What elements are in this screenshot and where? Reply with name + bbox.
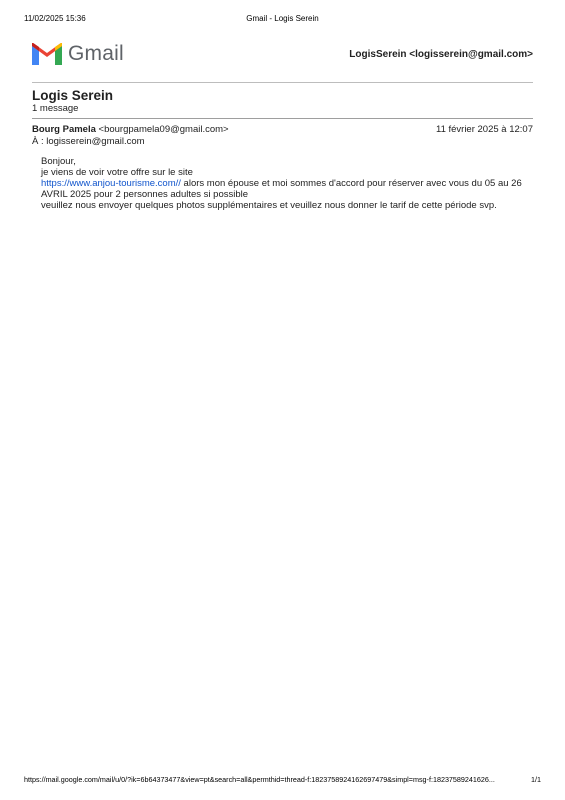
gmail-logo bbox=[32, 42, 124, 66]
body-line: je viens de voir votre offre sur le site bbox=[41, 167, 193, 178]
gmail-header bbox=[32, 42, 533, 68]
body-paragraph bbox=[41, 178, 531, 200]
recipient-line: À : logisserein@gmail.com bbox=[32, 136, 145, 147]
divider bbox=[32, 118, 533, 119]
message-date: 11 février 2025 à 12:07 bbox=[435, 124, 533, 135]
body-greeting: Bonjour, bbox=[41, 156, 76, 167]
thread-subject: Logis Serein bbox=[32, 88, 114, 103]
print-url: https://mail.google.com/mail/u/0/?ik=6b64373477&view=pt&search=all&permthid=thread-f:1823758924162697479&simpl=msg-f:18237589241626... bbox=[24, 775, 495, 784]
print-datetime: 11/02/2025 15:36 bbox=[24, 14, 86, 23]
print-footer bbox=[24, 775, 541, 786]
message-count: 1 message bbox=[32, 103, 79, 114]
gmail-m-icon bbox=[32, 43, 62, 65]
account-identity: LogisSerein <logisserein@gmail.com> bbox=[349, 49, 533, 60]
message-header bbox=[32, 124, 533, 147]
sender-name: Bourg Pamela bbox=[32, 124, 96, 135]
body-line: alors mon épouse et moi sommes d'accord pour réserver avec vous du 05 au 26 AVRIL 2025 pour 2 personnes adultes si possible bbox=[41, 178, 522, 200]
body-line: veuillez nous envoyer quelques photos supplémentaires et veuillez nous donner le tarif de cette période svp. bbox=[41, 200, 497, 211]
website-link[interactable]: https://www.anjou-tourisme.com// bbox=[41, 178, 181, 189]
divider bbox=[32, 82, 533, 83]
print-title: Gmail - Logis Serein bbox=[246, 14, 319, 23]
message-body bbox=[41, 156, 531, 211]
sender-email: <bourgpamela09@gmail.com> bbox=[98, 124, 229, 135]
page-number: 1/1 bbox=[531, 775, 541, 784]
print-header bbox=[24, 14, 541, 26]
gmail-wordmark: Gmail bbox=[68, 42, 124, 65]
